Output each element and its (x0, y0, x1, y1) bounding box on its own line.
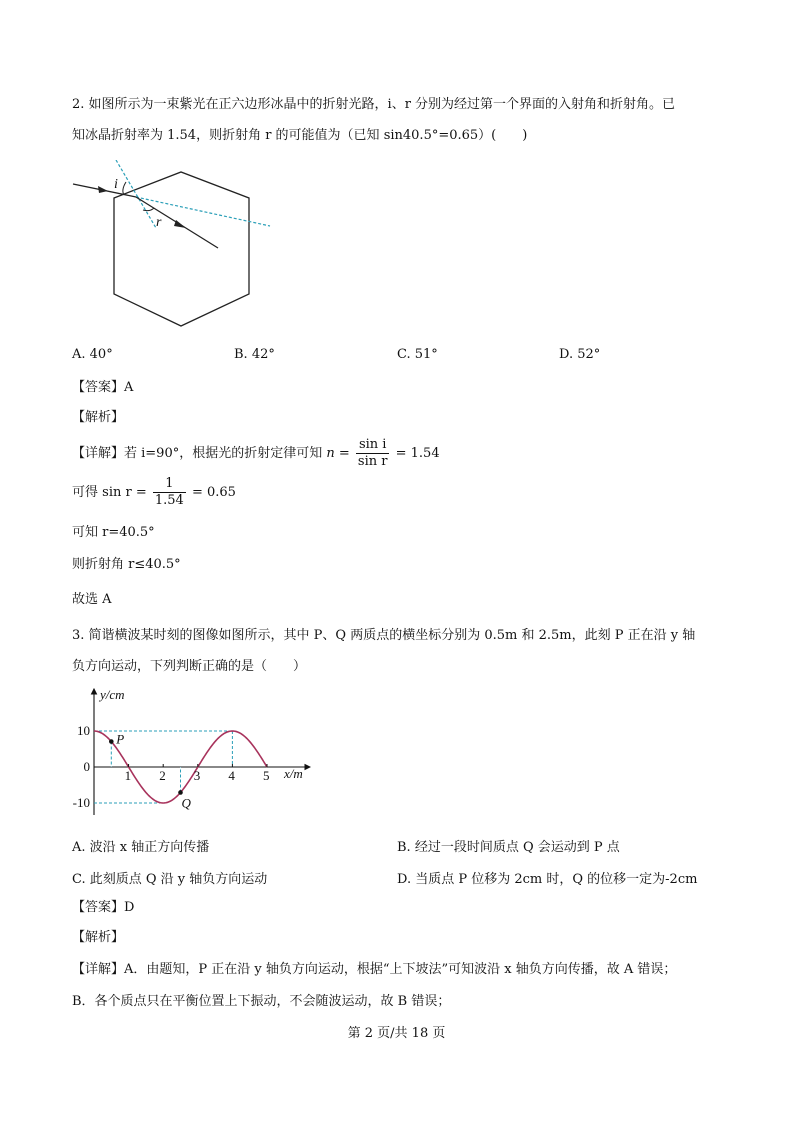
x-tick-label-4: 4 (228, 768, 235, 783)
q3-answer: 【答案】D (72, 900, 135, 915)
q2-detail-line (72, 436, 440, 472)
q3-stem-line2: 负方向运动，下列判断正确的是（ ） (72, 659, 307, 674)
hexagon-refraction-figure (68, 160, 278, 330)
q2-get-prefix: 可得 (72, 485, 99, 500)
q2-choose-line: 故选 A (72, 592, 112, 607)
incident-arrow (98, 186, 108, 193)
q3-option-c[interactable]: C. 此刻质点 Q 沿 y 轴负方向运动 (72, 872, 268, 887)
hexagon-crystal (114, 172, 249, 326)
q2-detail-prefix: 【详解】若 i=90°，根据光的折射定律可知 (72, 446, 323, 461)
point-Q (178, 790, 183, 795)
q2-stem-line1: 2. 如图所示为一束紫光在正六边形冰晶中的折射光路，i、r 分别为经过第一个界面的入射角和折射角。已 (72, 97, 676, 112)
y-tick-label-10: 10 (77, 723, 90, 738)
q2-option-a[interactable]: A. 40° (72, 347, 113, 362)
label-r: r (156, 215, 162, 230)
q2-range-line: 则折射角 r≤40.5° (72, 557, 181, 572)
formula-r-rhs: = 0.65 (191, 485, 236, 500)
q3-detail-b: B．各个质点只在平衡位置上下振动，不会随波运动，故 B 错误； (72, 994, 451, 1009)
label-i: i (114, 177, 118, 192)
y-axis-label: y/cm (100, 687, 125, 702)
formula-r-fraction (153, 476, 186, 509)
x-tick-label-2: 2 (159, 768, 166, 783)
x-axis-label: x/m (284, 766, 303, 781)
x-tick-label-1: 1 (124, 768, 132, 783)
formula-n-denominator: sin r (357, 454, 388, 469)
q2-get-line (72, 475, 236, 511)
q2-option-d[interactable]: D. 52° (559, 347, 601, 362)
q3-option-b[interactable]: B. 经过一段时间质点 Q 会运动到 P 点 (397, 840, 620, 855)
q2-option-c[interactable]: C. 51° (397, 347, 438, 362)
y-tick-label--10: -10 (72, 795, 90, 810)
x-tick-label-5: 5 (263, 768, 270, 783)
q2-stem-line2: 知冰晶折射率为 1.54，则折射角 r 的可能值为（已知 sin40.5°=0.65）( ) (72, 128, 528, 143)
formula-r-lhs: sin r = (102, 485, 147, 500)
q3-option-d[interactable]: D. 当质点 P 位移为 2cm 时，Q 的位移一定为-2cm (397, 872, 698, 887)
q2-option-b[interactable]: B. 42° (234, 347, 275, 362)
formula-n-lhs: n = (326, 446, 350, 461)
formula-n-numerator: sin i (356, 437, 390, 454)
point-label-Q: Q (181, 795, 191, 811)
point-P (109, 739, 114, 744)
formula-n-rhs: = 1.54 (395, 446, 440, 461)
formula-r-numerator: 1 (153, 476, 186, 493)
q2-answer: 【答案】A (72, 380, 134, 395)
y-tick-label-0: 0 (83, 759, 90, 774)
formula-n-fraction (356, 437, 390, 470)
x-tick-label-3: 3 (193, 768, 201, 783)
formula-r-denominator: 1.54 (154, 493, 184, 508)
page-footer: 第 2 页/共 18 页 (347, 1026, 446, 1041)
wave-chart (70, 685, 330, 825)
q3-analysis-head: 【解析】 (72, 930, 125, 945)
point-label-P: P (116, 731, 125, 747)
q3-detail-a: 【详解】A．由题知，P 正在沿 y 轴负方向运动，根据“上下坡法”可知波沿 x 轴负方向传播，故 A 错误； (72, 962, 677, 977)
q3-stem-line1: 3. 简谐横波某时刻的图像如图所示，其中 P、Q 两质点的横坐标分别为 0.5m 和 2.5m，此刻 P 正在沿 y 轴 (72, 628, 696, 643)
refracted-arrow (174, 220, 186, 228)
q2-analysis-head: 【解析】 (72, 410, 125, 425)
q2-know-line: 可知 r=40.5° (72, 525, 155, 540)
q3-option-a[interactable]: A. 波沿 x 轴正方向传播 (72, 840, 210, 855)
